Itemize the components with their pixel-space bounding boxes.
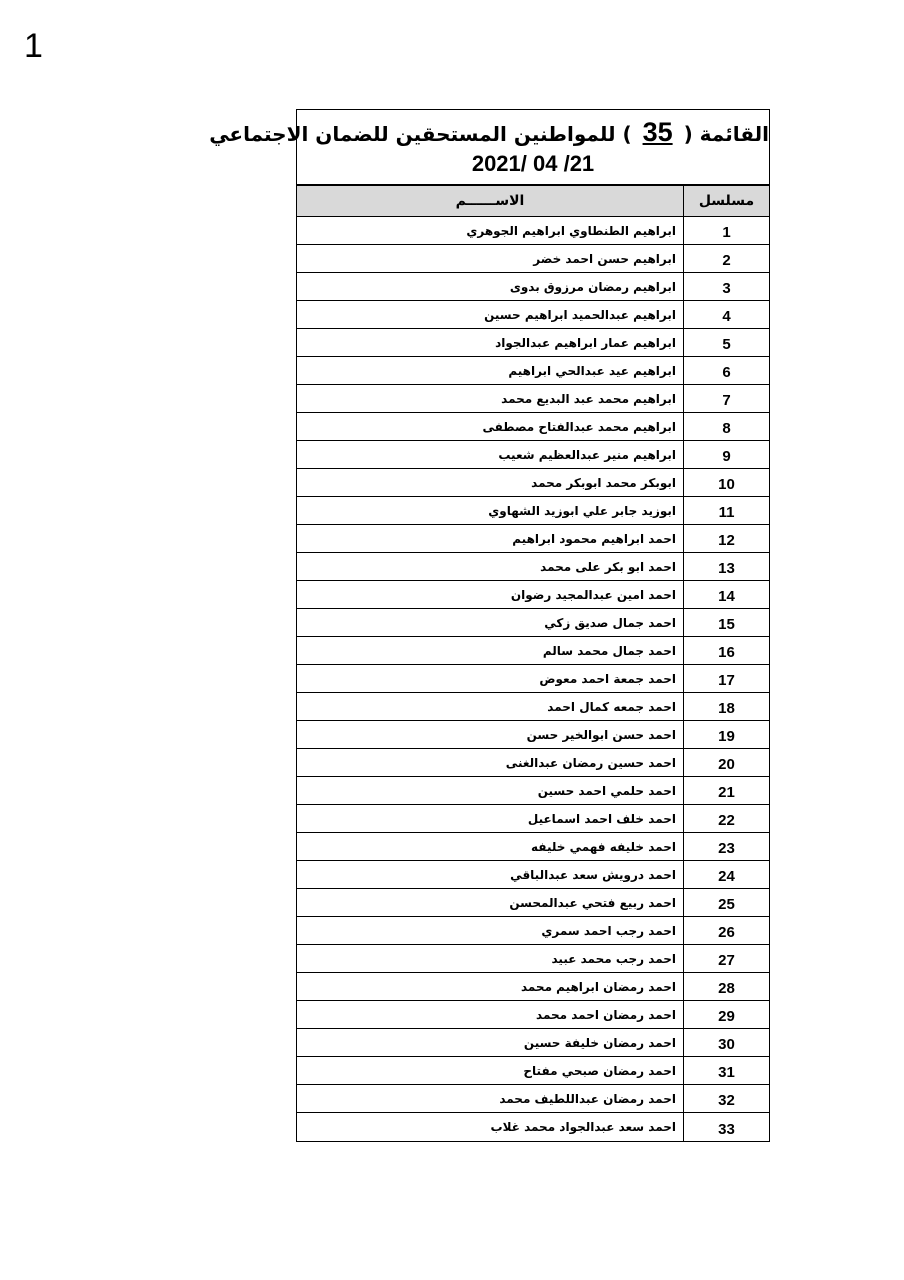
- table-row: [297, 609, 769, 637]
- name-cell: احمد امين عبدالمجيد رضوان: [510, 587, 676, 602]
- name-cell: ابراهيم الطنطاوي ابراهيم الجوهري: [466, 223, 676, 238]
- serial-cell: 10: [683, 469, 769, 496]
- name-cell: احمد حلمي احمد حسين: [537, 783, 676, 798]
- serial-cell: 22: [683, 805, 769, 832]
- name-cell: احمد رمضان ابراهيم محمد: [520, 979, 676, 994]
- serial-cell: 1: [683, 217, 769, 244]
- table-row: [297, 245, 769, 273]
- table-title: [209, 110, 769, 186]
- name-cell: احمد ابراهيم محمود ابراهيم: [512, 531, 676, 546]
- serial-cell: 24: [683, 861, 769, 888]
- name-cell: احمد خليفه فهمي خليفه: [531, 839, 676, 854]
- title-prefix: القائمة (: [683, 122, 769, 146]
- name-cell: احمد درويش سعد عبدالباقي: [510, 867, 676, 882]
- serial-cell: 5: [683, 329, 769, 356]
- table-row: [297, 413, 769, 441]
- serial-cell: 3: [683, 273, 769, 300]
- serial-cell: 12: [683, 525, 769, 552]
- serial-cell: 9: [683, 441, 769, 468]
- serial-cell: 7: [683, 385, 769, 412]
- serial-cell: 29: [683, 1001, 769, 1028]
- serial-cell: 20: [683, 749, 769, 776]
- serial-cell: 19: [683, 721, 769, 748]
- name-cell: احمد جمال محمد سالم: [542, 643, 676, 658]
- name-cell: ابوبكر محمد ابوبكر محمد: [531, 475, 676, 490]
- table-row: [297, 805, 769, 833]
- table-row: [297, 945, 769, 973]
- table-row: [297, 721, 769, 749]
- name-cell: احمد رمضان احمد محمد: [536, 1007, 676, 1022]
- title-line: [209, 117, 769, 149]
- table-row: [297, 833, 769, 861]
- table-row: [297, 777, 769, 805]
- table-row: [297, 581, 769, 609]
- serial-cell: 30: [683, 1029, 769, 1056]
- serial-cell: 13: [683, 553, 769, 580]
- name-cell: احمد خلف احمد اسماعيل: [527, 811, 676, 826]
- serial-cell: 25: [683, 889, 769, 916]
- list-date: 2021/ 04 /21: [471, 151, 595, 176]
- name-cell: احمد رمضان صبحي مفتاح: [523, 1063, 676, 1078]
- name-cell: احمد رجب احمد سمري: [541, 923, 676, 938]
- serial-cell: 15: [683, 609, 769, 636]
- name-cell: احمد حسين رمضان عبدالغنى: [505, 755, 676, 770]
- table-row: [297, 553, 769, 581]
- serial-cell: 33: [683, 1113, 769, 1141]
- serial-cell: 6: [683, 357, 769, 384]
- name-cell: ابراهيم محمد عبدالفتاح مصطفى: [482, 419, 676, 434]
- name-cell: ابراهيم محمد عبد البديع محمد: [501, 391, 676, 406]
- table-row: [297, 329, 769, 357]
- serial-cell: 4: [683, 301, 769, 328]
- table-row: [297, 693, 769, 721]
- name-cell: احمد حسن ابوالخير حسن: [526, 727, 676, 742]
- table-row: [297, 497, 769, 525]
- name-cell: ابراهيم منير عبدالعظيم شعيب: [498, 447, 676, 462]
- name-cell: ابوزيد جابر علي ابوزيد الشهاوي: [488, 503, 676, 518]
- serial-cell: 28: [683, 973, 769, 1000]
- name-cell: احمد ربيع فتحي عبدالمحسن: [509, 895, 676, 910]
- table-row: [297, 469, 769, 497]
- name-column-header: الاســــــم: [455, 193, 525, 209]
- table-row: [297, 385, 769, 413]
- title-suffix: ) للمواطنين المستحقين للضمان الاجتماعي: [209, 122, 632, 146]
- name-cell: ابراهيم عبدالحميد ابراهيم حسين: [484, 307, 676, 322]
- name-cell: ابراهيم عمار ابراهيم عبدالجواد: [495, 335, 676, 350]
- table-row: [297, 1057, 769, 1085]
- serial-cell: 11: [683, 497, 769, 524]
- table-row: [297, 749, 769, 777]
- table-row: [297, 1001, 769, 1029]
- name-cell: احمد جمال صديق زكي: [544, 615, 676, 630]
- table-header-row: [297, 186, 769, 217]
- name-cell: ابراهيم رمضان مرزوق بدوى: [509, 279, 676, 294]
- serial-cell: 32: [683, 1085, 769, 1112]
- name-cell: احمد رمضان عبداللطيف محمد: [499, 1091, 676, 1106]
- table-row: [297, 1113, 769, 1141]
- serial-cell: 2: [683, 245, 769, 272]
- table-row: [297, 861, 769, 889]
- serial-cell: 27: [683, 945, 769, 972]
- table-body: [297, 217, 769, 1141]
- name-cell: احمد رجب محمد عبيد: [551, 951, 676, 966]
- name-cell: ابراهيم عيد عبدالحي ابراهيم: [508, 363, 676, 378]
- name-cell: احمد جمعه كمال احمد: [547, 699, 676, 714]
- serial-cell: 23: [683, 833, 769, 860]
- serial-cell: 18: [683, 693, 769, 720]
- table-row: [297, 217, 769, 245]
- table-row: [297, 973, 769, 1001]
- name-cell: احمد سعد عبدالجواد محمد غلاب: [490, 1120, 676, 1134]
- serial-cell: 31: [683, 1057, 769, 1084]
- serial-column-header: مسلسل: [683, 186, 769, 216]
- table-row: [297, 273, 769, 301]
- table-row: [297, 301, 769, 329]
- name-cell: ابراهيم حسن احمد خضر: [533, 251, 676, 266]
- table-row: [297, 441, 769, 469]
- name-cell: احمد جمعة احمد معوض: [539, 671, 676, 686]
- serial-cell: 14: [683, 581, 769, 608]
- serial-cell: 26: [683, 917, 769, 944]
- serial-cell: 21: [683, 777, 769, 804]
- name-cell: احمد ابو بكر على محمد: [540, 559, 676, 574]
- serial-cell: 8: [683, 413, 769, 440]
- table-row: [297, 637, 769, 665]
- name-cell: احمد رمضان خليفة حسين: [523, 1035, 676, 1050]
- list-number: 35: [642, 117, 673, 147]
- table-row: [297, 1029, 769, 1057]
- page-number: 1: [24, 27, 43, 65]
- table-row: [297, 525, 769, 553]
- table-row: [297, 1085, 769, 1113]
- serial-cell: 16: [683, 637, 769, 664]
- table-row: [297, 357, 769, 385]
- table-row: [297, 665, 769, 693]
- beneficiaries-table: [209, 109, 770, 1142]
- serial-cell: 17: [683, 665, 769, 692]
- table-row: [297, 917, 769, 945]
- table-row: [297, 889, 769, 917]
